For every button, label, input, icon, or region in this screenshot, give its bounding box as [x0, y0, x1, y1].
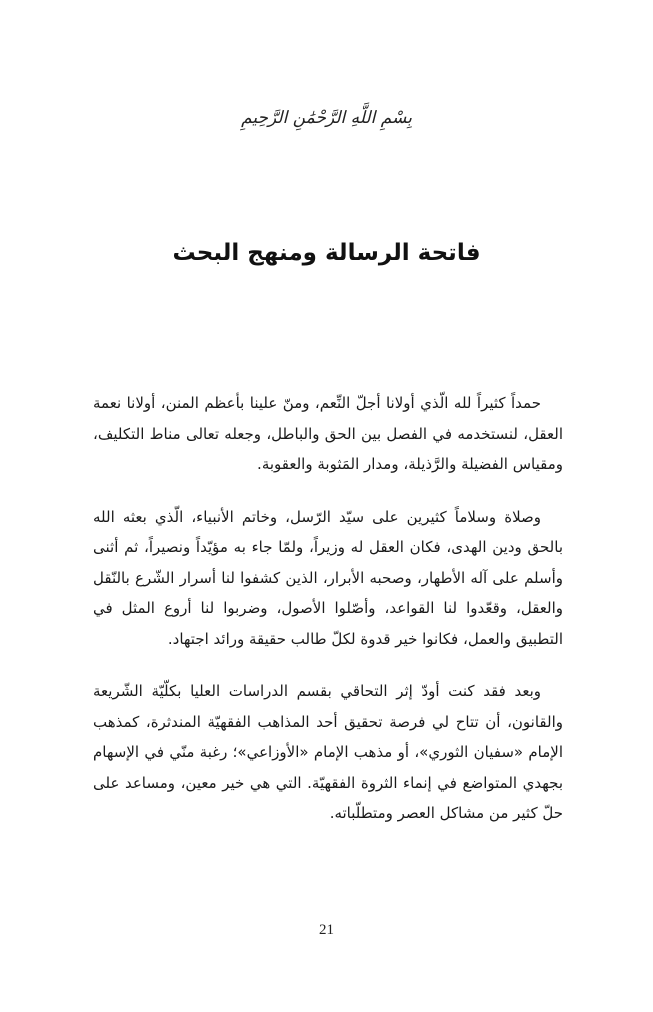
body-text [93, 388, 563, 829]
basmala-header: بِسْمِ اللَّهِ الرَّحْمَٰنِ الرَّحِيمِ [241, 108, 412, 128]
paragraph-1: حمداً كثيراً لله الّذي أولانا أجلّ النِّعم، ومنّ علينا بأعظم المنن، أولانا نعمة العقل، لنستخدمه في الفصل بين الحق والباطل، وجعله تعالى مناط التكليف، ومقياس الفضيلة والرَّذيلة، ومدار المَثوبة والعقوبة. [93, 394, 563, 473]
paragraph-3: وبعد فقد كنت أودّ إثر التحاقي بقسم الدراسات العليا بكلّيّة الشّريعة والقانون، أن تتاح لي فرصة تحقيق أحد المذاهب الفقهيّة المندثرة، كمذهب الإمام «سفيان الثوري»، أو مذهب الإمام «الأوزاعي»؛ رغبة منّي في الإسهام بجهدي المتواضع في إنماء الثروة الفقهيّة. التي هي خير معين، ومساعد على حلّ كثير من مشاكل العصر ومتطلّباته. [93, 682, 563, 822]
page-number: 21 [319, 922, 334, 938]
chapter-title: فاتحة الرسالة ومنهج البحث [172, 240, 481, 266]
paragraph-2: وصلاة وسلاماً كثيرين على سيّد الرّسل، وخاتم الأنبياء، الّذي بعثه الله بالحق ودين الهدى، فكان العقل له وزيراً، ولمّا جاء به مؤيّداً ونصيراً، ثم أثنى وأسلم على آله الأطهار، وصحبه الأبرار، الذين كشفوا لنا أسرار الشّرع بالنّقل والعقل، وقعّدوا لنا القواعد، وأصّلوا الأصول، وضربوا لنا أروع المثل في التطبيق والعمل، فكانوا خير قدوة لكلّ طالب حقيقة ورائد اجتهاد. [93, 507, 563, 648]
